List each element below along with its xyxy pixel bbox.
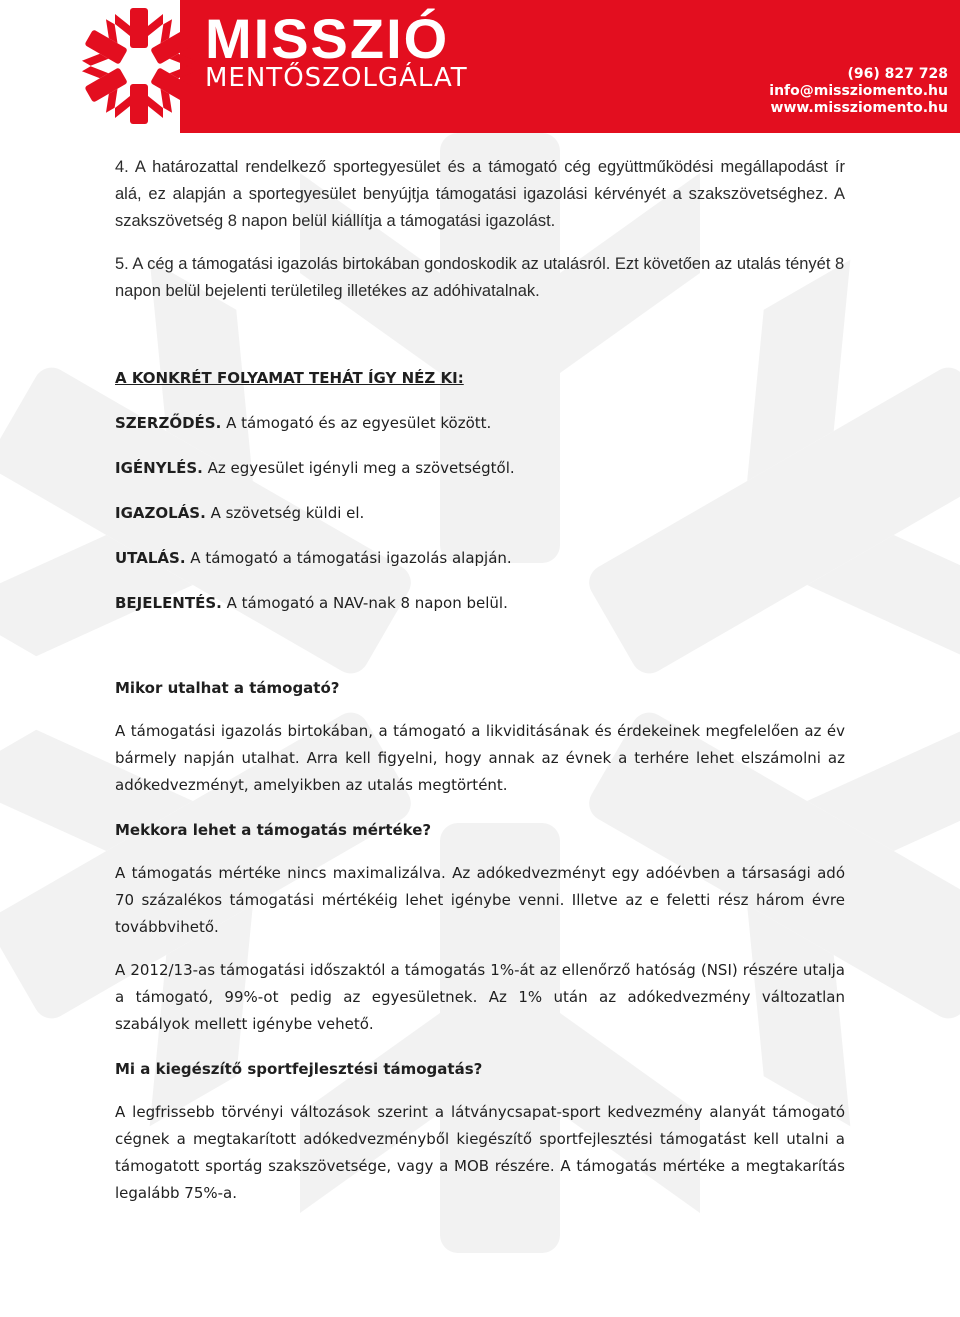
faq-answer: A 2012/13-as támogatási időszaktól a támogatás 1%-át az ellenőrző hatóság (NSI) részére utalja a támogató, 99%-ot pedig az egyesületnek. Az 1% után az adókedvezmény változatlan szabályok mellett igénybe vehető. <box>115 961 845 1033</box>
process-step <box>115 500 845 527</box>
document-content <box>115 154 845 1207</box>
process-step-term: UTALÁS. <box>115 549 186 567</box>
process-step <box>115 545 845 572</box>
header-banner <box>0 0 960 133</box>
process-step-term: IGÉNYLÉS. <box>115 459 203 477</box>
email-link[interactable]: info@missziomento.hu <box>769 83 948 99</box>
process-heading <box>115 365 845 392</box>
paragraph-step-4: 4. A határozattal rendelkező sportegyesület és a támogató cég együttműködési megállapodást ír alá, ez alapján a sportegyesület benyújtja támogatási igazolási kérvényét a szakszövetséghez. A szakszövetség 8 napon belül kiállítja a támogatási igazolást. <box>115 158 845 230</box>
faq-answer: A támogatás mértéke nincs maximalizálva. Az adókedvezményt egy adóévben a társasági adó 70 százalékos támogatási mértékéig lehet igénybe venni. Illetve az e feletti rész három évre továbbvihető. <box>115 864 845 936</box>
paragraph-step-5: 5. A cég a támogatási igazolás birtokában gondoskodik az utalásról. Ezt követően az utalás tényét 8 napon belül bejelenti területileg illetékes az adóhivatalnak. <box>115 255 845 300</box>
faq-question <box>115 817 845 844</box>
star-of-life-logo-icon <box>74 4 204 129</box>
brand-subtitle: MENTŐSZOLGÁLAT <box>205 63 468 93</box>
faq-answer: A támogatási igazolás birtokában, a támogató a likviditásának és érdekeinek megfelelően az év bármely napján utalhat. Arra kell figyelni, hogy annak az évnek a terhére lehet elszámolni az adókedvezményt, amelyikben az utalás megtörtént. <box>115 722 845 794</box>
faq-question-text: Mikor utalhat a támogató? <box>115 679 340 697</box>
faq-question-text: Mi a kiegészítő sportfejlesztési támogatás? <box>115 1060 483 1078</box>
contact-block <box>769 66 948 117</box>
process-step-text: A támogató és az egyesület között. <box>221 414 492 432</box>
process-step <box>115 590 845 617</box>
logo <box>0 0 180 133</box>
phone-number: (96) 827 728 <box>847 66 948 82</box>
faq-question <box>115 1056 845 1083</box>
faq-question-text: Mekkora lehet a támogatás mértéke? <box>115 821 432 839</box>
process-heading-text: A KONKRÉT FOLYAMAT TEHÁT ÍGY NÉZ KI: <box>115 369 464 387</box>
process-step-term: IGAZOLÁS. <box>115 504 206 522</box>
process-step-term: BEJELENTÉS. <box>115 594 222 612</box>
website-link[interactable]: www.missziomento.hu <box>770 100 948 116</box>
faq-answer: A legfrissebb törvényi változások szerint a látványcsapat-sport kedvezmény alanyát támogató cégnek a megtakarított adókedvezményből kiegészítő sportfejlesztési támogatást kell utalni a támogatott sportág szakszövetsége, vagy a MOB részére. A támogatás mértéke a megtakarítás legalább 75%-a. <box>115 1103 845 1202</box>
faq-question <box>115 675 845 702</box>
process-step-text: A szövetség küldi el. <box>205 504 365 522</box>
process-step-term: SZERZŐDÉS. <box>115 414 222 432</box>
process-step-text: Az egyesület igényli meg a szövetségtől. <box>202 459 515 477</box>
process-step-text: A támogató a támogatási igazolás alapján. <box>185 549 512 567</box>
process-step-text: A támogató a NAV-nak 8 napon belül. <box>221 594 508 612</box>
brand-title: MISSZIÓ <box>205 7 450 70</box>
process-step <box>115 455 845 482</box>
process-step <box>115 410 845 437</box>
